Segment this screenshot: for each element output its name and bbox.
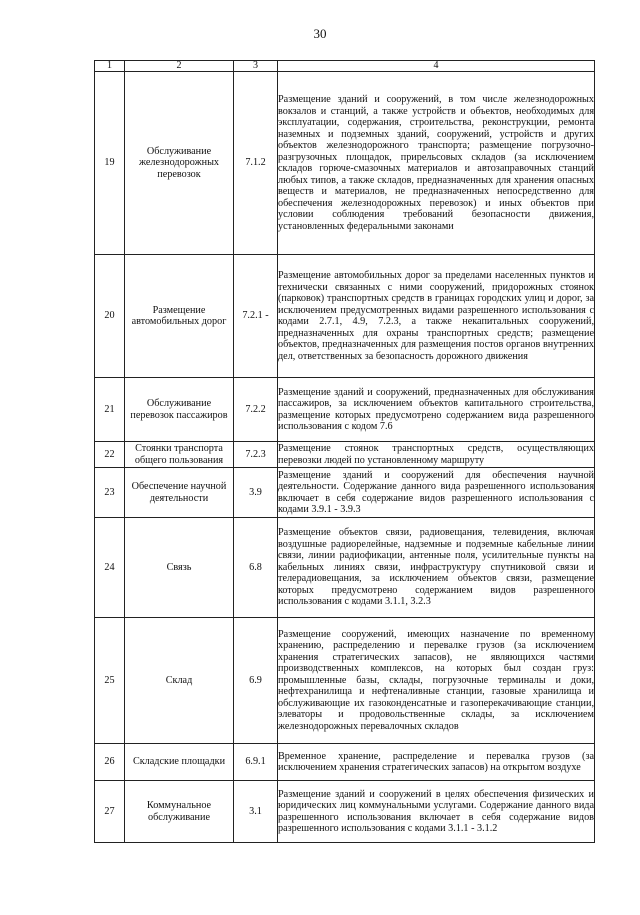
- use-code: 7.2.1 -: [234, 255, 278, 378]
- use-code: 3.1: [234, 781, 278, 843]
- use-name: Складские площадки: [125, 744, 234, 781]
- use-description: Размещение зданий и сооружений в целях обеспечения физических и юридических лиц коммунальными услугами. Содержание данного вида разрешенного использования включает в себя содержание видов разрешенного использования с кодами 3.1.1 - 3.1.2: [278, 781, 595, 843]
- table-row: [95, 255, 595, 378]
- table-row: [95, 618, 595, 744]
- land-use-table: [94, 60, 595, 843]
- use-description: Размещение зданий и сооружений, в том числе железнодорожных вокзалов и станций, а также устройств и объектов, необходимых для эксплуатации, содержания, строительства, реконструкции, ремонта наземных и подземных зданий, сооружений, устройств и других объектов железнодорожного транспорта; размещение погрузочно-разгрузочных площадок, прирельсовых складов (за исключением складов горюче-смазочных материалов и автозаправочных станций любых типов, а также складов, предназначенных для хранения опасных веществ и материалов, не предназначенных непосредственно для обеспечения железнодорожных перевозок) и иных объектов при условии соблюдения требований безопасности движения, установленных федеральными законами: [278, 72, 595, 255]
- use-name: Стоянки транспорта общего пользования: [125, 442, 234, 468]
- table-row: [95, 72, 595, 255]
- row-number: 23: [95, 468, 125, 518]
- use-description: Временное хранение, распределение и перевалка грузов (за исключением хранения стратегических запасов) на открытом воздухе: [278, 744, 595, 781]
- row-number: 24: [95, 518, 125, 618]
- use-description: Размещение сооружений, имеющих назначение по временному хранению, распределению и перевалке грузов (за исключением хранения стратегических запасов), не являющихся частями производственных комплексов, на которых был создан груз: промышленные базы, склады, погрузочные терминалы и доки, нефтехранилища и нефтеналивные станции, газовые хранилища и обслуживающие их газоконденсатные и газоперекачивающие станции, элеваторы и продовольственные склады, за исключением железнодорожных перевалочных складов: [278, 618, 595, 744]
- table-row: [95, 744, 595, 781]
- use-name: Размещение автомобильных дорог: [125, 255, 234, 378]
- use-name: Связь: [125, 518, 234, 618]
- use-name: Обслуживание перевозок пассажиров: [125, 378, 234, 442]
- page-number: 30: [313, 26, 327, 41]
- use-name: Коммунальное обслуживание: [125, 781, 234, 843]
- column-header: 2: [125, 61, 234, 72]
- table-row: [95, 518, 595, 618]
- use-code: 3.9: [234, 468, 278, 518]
- row-number: 26: [95, 744, 125, 781]
- use-description: Размещение автомобильных дорог за пределами населенных пунктов и технически связанных с ними сооружений, придорожных стоянок (парковок) транспортных средств в границах городских улиц и дорог, за исключением предусмотренных видами разрешенного использования с кодами 2.7.1, 4.9, 7.2.3, а также некапитальных сооружений, предназначенных для охраны транспортных средств; размещение объектов, предназначенных для размещения постов органов внутренних дел, ответственных за безопасность дорожного движения: [278, 255, 595, 378]
- row-number: 20: [95, 255, 125, 378]
- table-header-row: [95, 61, 595, 72]
- use-code: 7.2.2: [234, 378, 278, 442]
- use-description: Размещение стоянок транспортных средств, осуществляющих перевозки людей по установленному маршруту: [278, 443, 594, 466]
- row-number: 25: [95, 618, 125, 744]
- use-name: Обеспечение научной деятельности: [125, 468, 234, 518]
- table-row: [95, 442, 595, 468]
- column-header: 3: [234, 61, 278, 72]
- table-row: [95, 468, 595, 518]
- use-code: 6.9: [234, 618, 278, 744]
- use-name: Склад: [125, 618, 234, 744]
- row-number: 19: [95, 72, 125, 255]
- use-code: 6.8: [234, 518, 278, 618]
- column-header: 1: [95, 61, 125, 72]
- table-row: [95, 378, 595, 442]
- use-description: Размещение объектов связи, радиовещания, телевидения, включая воздушные радиорелейные, надземные и подземные кабельные линии связи, линии радиофикации, антенные поля, усилительные пункты на кабельных линиях связи, инфраструктуру спутниковой связи и телерадиовещания, за исключением объектов связи, размещение которых предусмотрено содержанием видов разрешенного использования с кодами 3.1.1, 3.2.3: [278, 518, 595, 618]
- use-description: Размещение зданий и сооружений, предназначенных для обслуживания пассажиров, за исключением объектов капитального строительства, размещение которых предусмотрено содержанием вида разрешенного использования с кодом 7.6: [278, 378, 595, 442]
- use-name: Обслуживание железнодорожных перевозок: [125, 72, 234, 255]
- row-number: 22: [95, 442, 125, 468]
- use-code: 6.9.1: [234, 744, 278, 781]
- row-number: 27: [95, 781, 125, 843]
- use-description: Размещение зданий и сооружений для обеспечения научной деятельности. Содержание данного вида разрешенного использования включает в себя содержание видов разрешенного использования с кодами 3.9.1 - 3.9.3: [278, 468, 595, 518]
- table-row: [95, 781, 595, 843]
- column-header: 4: [278, 61, 595, 72]
- use-code: 7.2.3: [234, 442, 278, 468]
- row-number: 21: [95, 378, 125, 442]
- use-code: 7.1.2: [234, 72, 278, 255]
